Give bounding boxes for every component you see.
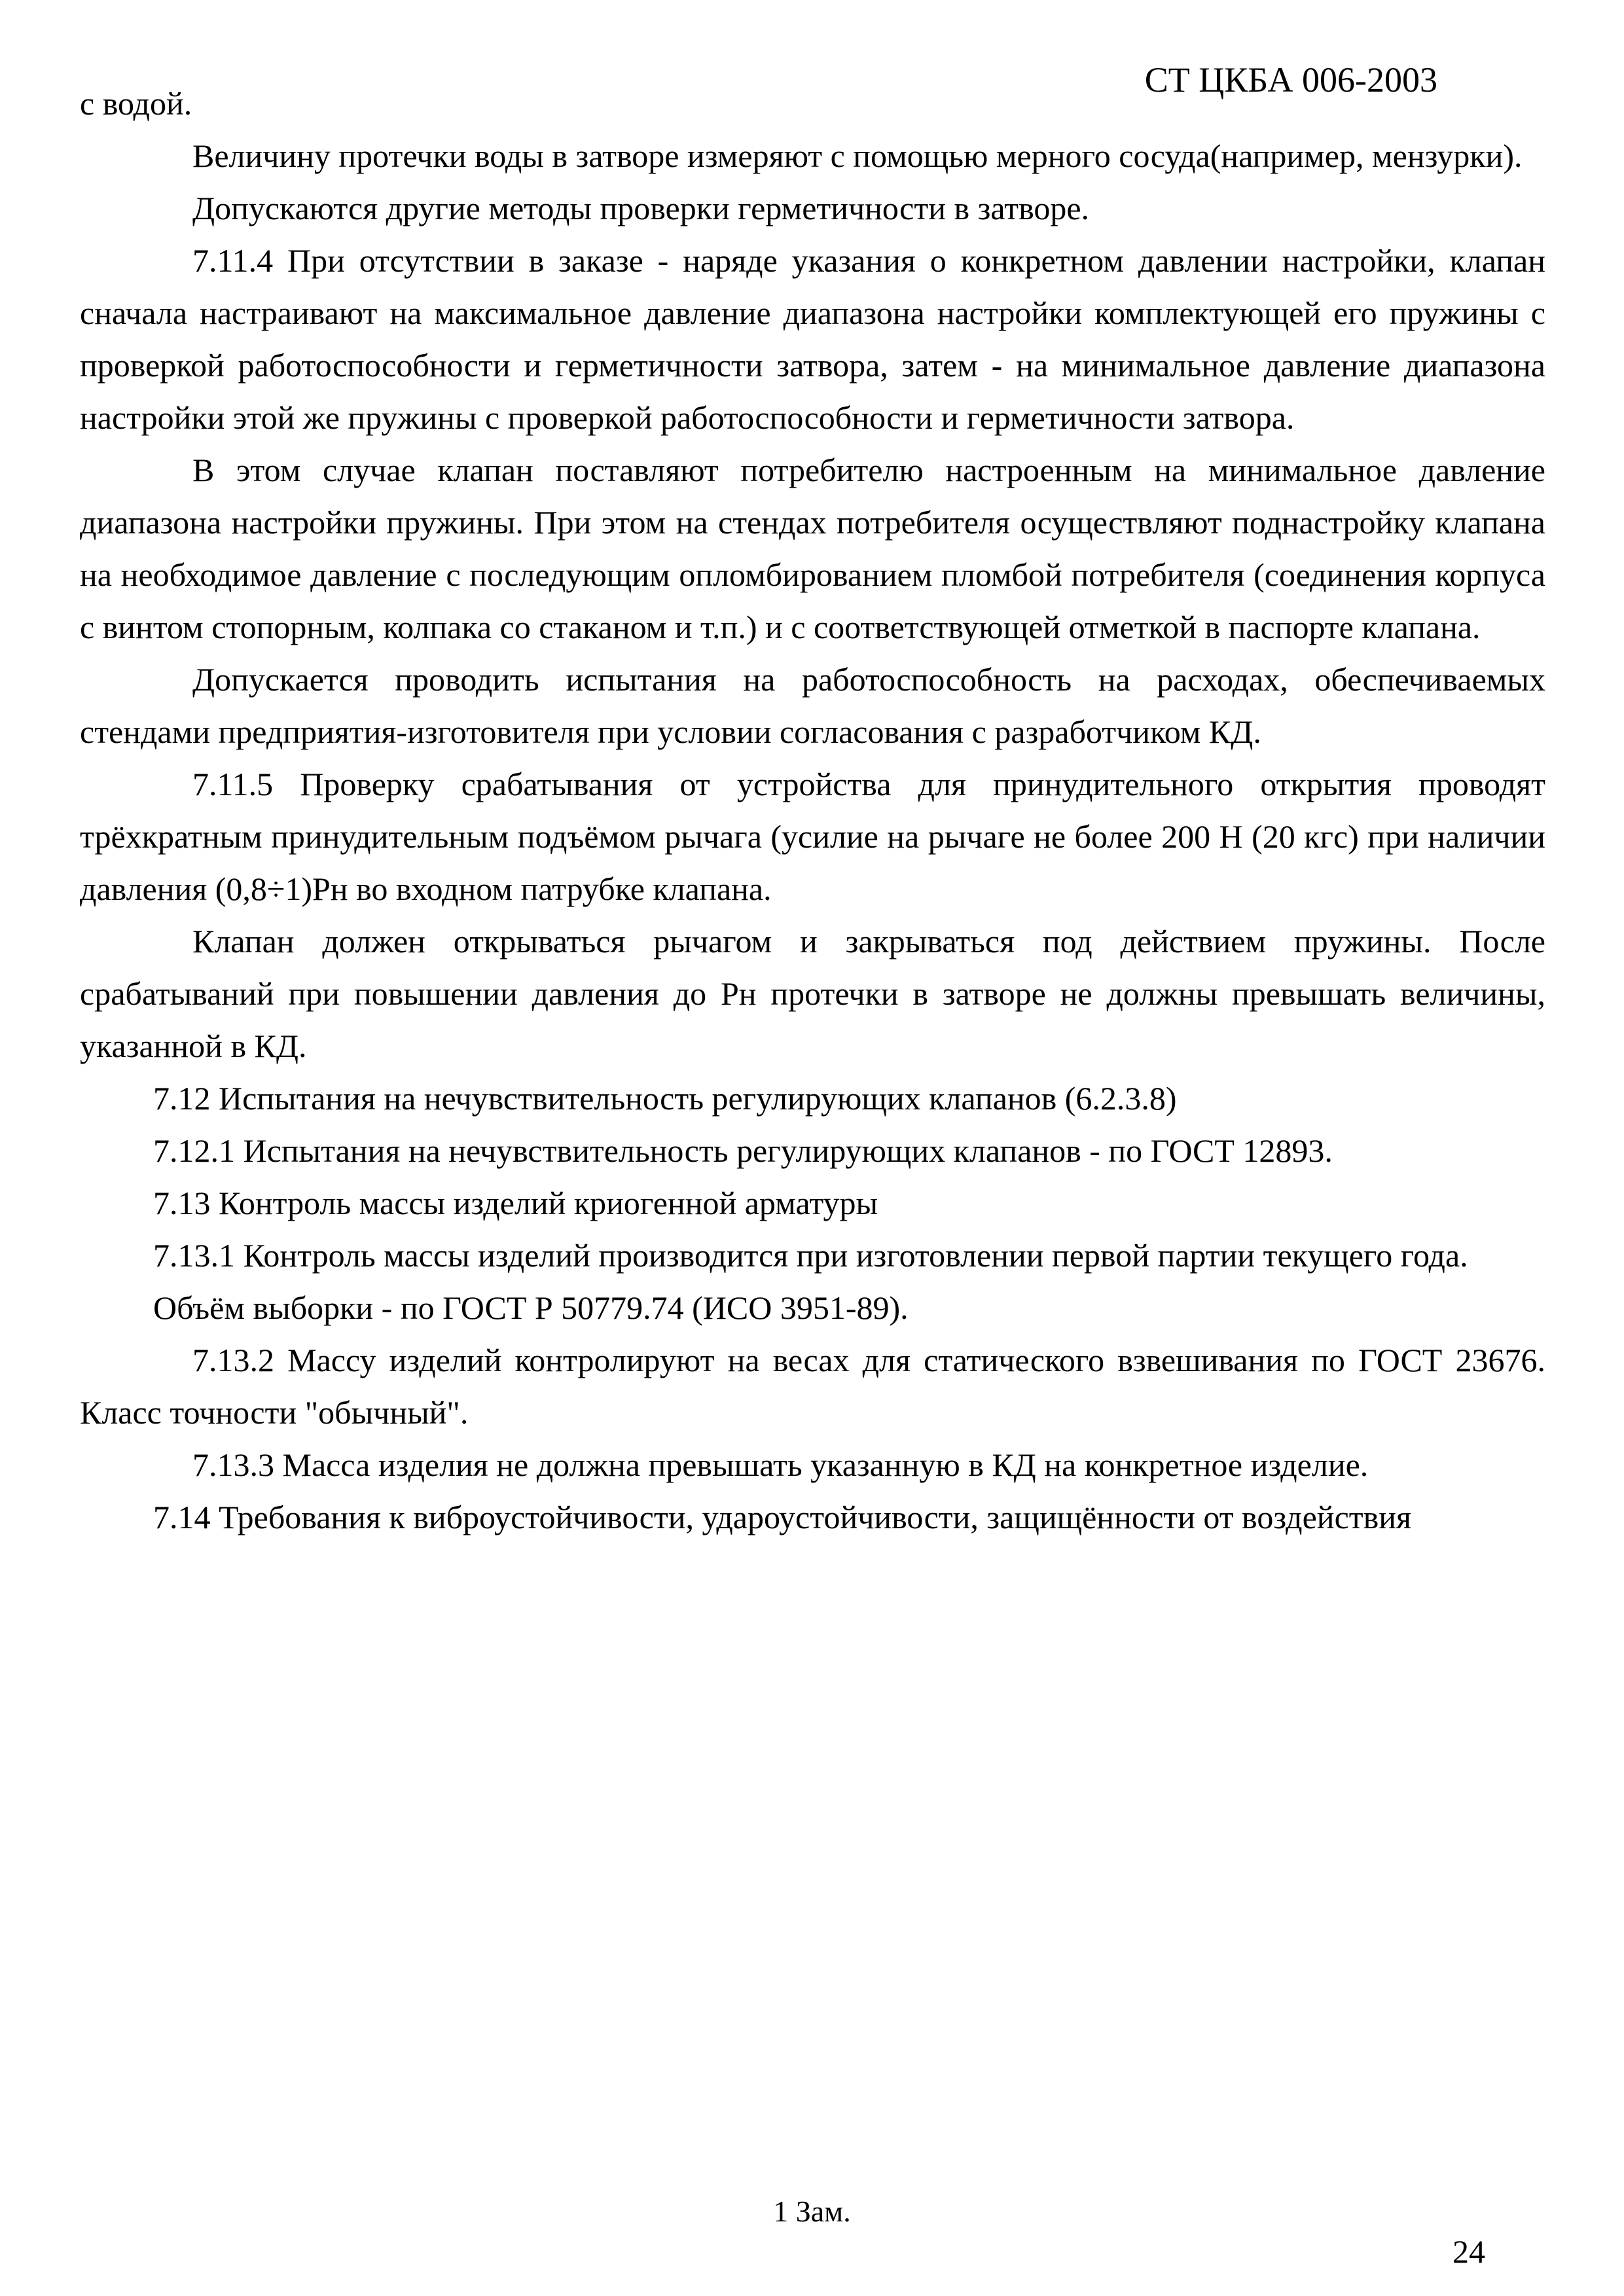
paragraph: В этом случае клапан поставляют потребителю настроенным на минимальное давление диапазона настройки пружины. При этом на стендах потребителя осуществляют поднастройку клапана на необходимое давление с последующим опломбированием пломбой потребителя (соединения корпуса с винтом стопорным, колпака со стаканом и т.п.) и с соответствующей отметкой в паспорте клапана. xyxy=(80,452,1545,645)
paragraph-clause-7-11-5: 7.11.5 Проверку срабатывания от устройства для принудительного открытия проводят трёхкратным принудительным подъёмом рычага (усилие на рычаге не более 200 Н (20 кгс) при наличии давления (0,8÷1)Рн во входном патрубке клапана. xyxy=(80,766,1545,907)
paragraph: Величину протечки воды в затворе измеряют с помощью мерного сосуда(например, мензурки). xyxy=(192,137,1523,174)
paragraph-clause-7-13-3: 7.13.3 Масса изделия не должна превышать указанную в КД на конкретное изделие. xyxy=(192,1446,1369,1483)
paragraph-clause-7-12-1: 7.12.1 Испытания на нечувствительность регулирующих клапанов - по ГОСТ 12893. xyxy=(153,1132,1333,1169)
revision-note: 1 Зам. xyxy=(773,2195,851,2228)
paragraph-clause-7-13-1: 7.13.1 Контроль массы изделий производится при изготовлении первой партии текущего года. xyxy=(153,1237,1468,1274)
paragraph-clause-7-12: 7.12 Испытания на нечувствительность регулирующих клапанов (6.2.3.8) xyxy=(153,1080,1177,1117)
paragraph-clause-7-14: 7.14 Требования к виброустойчивости, удароустойчивости, защищённости от воздействия xyxy=(153,1499,1411,1535)
paragraph: Допускается проводить испытания на работоспособность на расходах, обеспечиваемых стендами предприятия-изготовителя при условии согласования с разработчиком КД. xyxy=(80,661,1545,750)
paragraph: Допускаются другие методы проверки герметичности в затворе. xyxy=(192,190,1090,226)
document-body xyxy=(80,77,1545,1543)
document-code-header: СТ ЦКБА 006-2003 xyxy=(1144,60,1437,99)
paragraph: с водой. xyxy=(80,85,192,122)
paragraph-clause-7-11-4: 7.11.4 При отсутствии в заказе - наряде указания о конкретном давлении настройки, клапан сначала настраивают на максимальное давление диапазона настройки комплектующей его пружины с проверкой работоспособности и герметичности затвора, затем - на минимальное давление диапазона настройки этой же пружины с проверкой работоспособности и герметичности затвора. xyxy=(80,242,1545,436)
paragraph: Объём выборки - по ГОСТ Р 50779.74 (ИСО 3951-89). xyxy=(153,1289,909,1326)
paragraph-clause-7-13-2: 7.13.2 Массу изделий контролируют на весах для статического взвешивания по ГОСТ 23676. Класс точности "обычный". xyxy=(80,1342,1545,1431)
paragraph-clause-7-13: 7.13 Контроль массы изделий криогенной арматуры xyxy=(153,1185,878,1221)
page-number: 24 xyxy=(1453,2233,1485,2270)
paragraph: Клапан должен открываться рычагом и закрываться под действием пружины. После срабатываний при повышении давления до Рн протечки в затворе не должны превышать величины, указанной в КД. xyxy=(80,923,1545,1064)
